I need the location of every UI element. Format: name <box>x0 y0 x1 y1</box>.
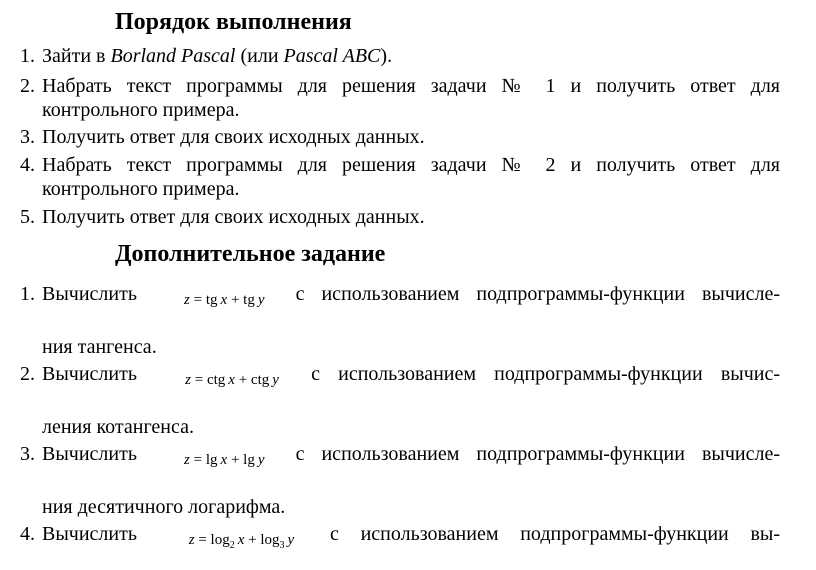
formula: $z = \log_2 x + \log_3 y$ <box>188 532 295 551</box>
task-text: с использованием подпрограммы-функции вычисле- <box>295 283 780 305</box>
step-text-continuation: контрольного примера. <box>42 178 240 200</box>
step-text: Получить ответ для своих исходных данных. <box>42 126 425 148</box>
task-verb: Вычислить <box>42 523 137 545</box>
step-text: Набрать текст программы для решения задачи № 2 и получить ответ для <box>42 154 780 176</box>
task-text: с использованием подпрограммы-функции вычисле- <box>295 443 780 465</box>
step-number: 3. <box>20 126 35 148</box>
task-text: с использованием подпрограммы-функции вычис- <box>311 363 780 385</box>
formula: z = tg x + tg y <box>184 292 265 308</box>
step-number: 2. <box>20 75 35 97</box>
app-name: Pascal ABC <box>283 45 381 67</box>
task-verb: Вычислить <box>42 363 137 385</box>
app-name: Borland Pascal <box>110 45 236 67</box>
step-text: Получить ответ для своих исходных данных. <box>42 206 425 228</box>
task-number: 1. <box>20 283 35 305</box>
step-text: (или <box>235 45 284 67</box>
task-text: с использованием подпрограммы-функции вы- <box>329 523 781 545</box>
task-text-continuation: ления котангенса. <box>42 416 194 438</box>
step-number: 4. <box>20 154 35 176</box>
step-text-continuation: контрольного примера. <box>42 99 240 121</box>
task-text-continuation: ния тангенса. <box>42 336 157 358</box>
step-number: 1. <box>20 45 35 67</box>
step-text: ). <box>380 45 393 67</box>
task-number: 3. <box>20 443 35 465</box>
step-number: 5. <box>20 206 35 228</box>
task-text-continuation: ния десятичного логарифма. <box>42 496 286 518</box>
procedure-title: Порядок выполнения <box>115 9 352 35</box>
additional-title: Дополнительное задание <box>115 241 386 267</box>
task-number: 2. <box>20 363 35 385</box>
task-verb: Вычислить <box>42 443 137 465</box>
task-verb: Вычислить <box>42 283 137 305</box>
step-text: Набрать текст программы для решения задачи № 1 и получить ответ для <box>42 75 780 97</box>
step-text: Зайти в <box>42 45 111 67</box>
formula: z = lg x + lg y <box>184 452 265 468</box>
formula: z = ctg x + ctg y <box>185 372 279 388</box>
task-number: 4. <box>20 523 35 545</box>
